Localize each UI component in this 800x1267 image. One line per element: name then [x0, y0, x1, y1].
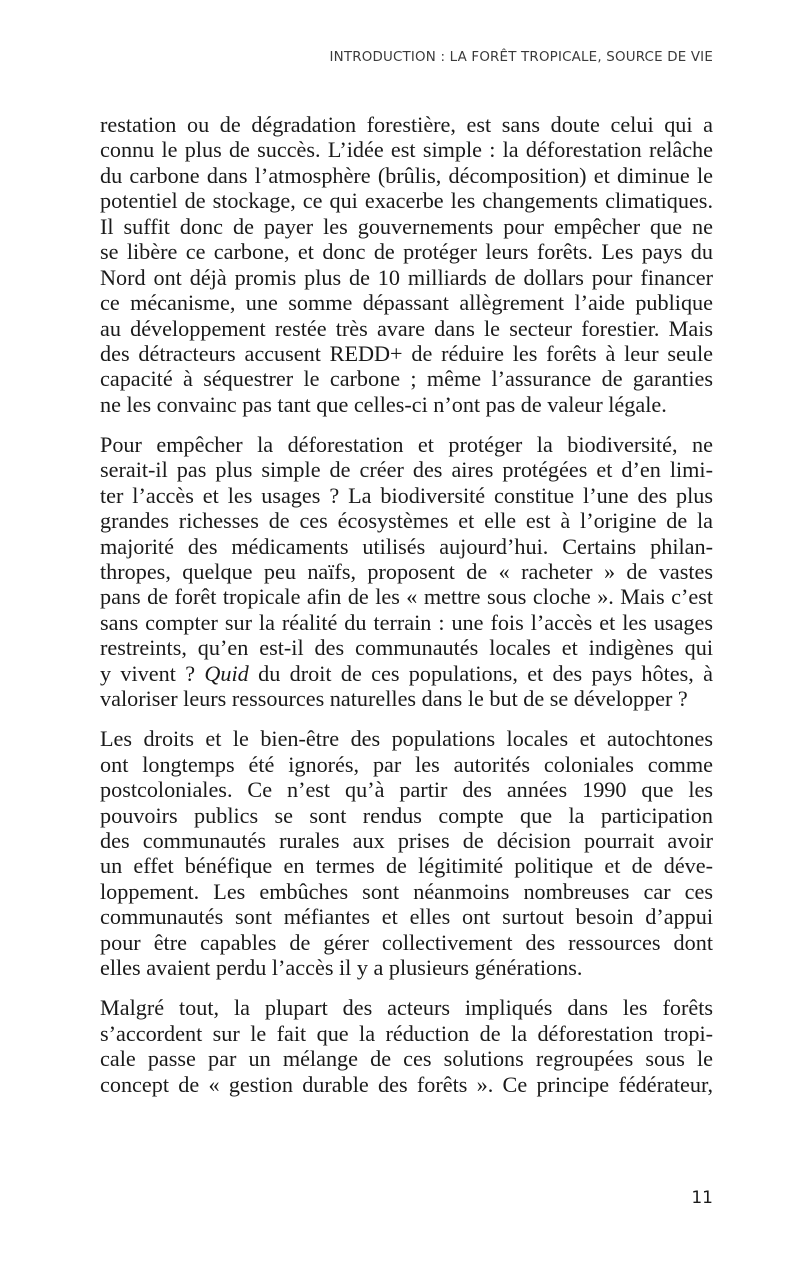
text-line: Malgré tout, la plupart des acteurs impliqués dans les forêts [100, 995, 713, 1021]
text-line: serait-il pas plus simple de créer des aires protégées et d’en limi- [100, 457, 713, 483]
text-line: loppement. Les embûches sont néanmoins nombreuses car ces [100, 878, 713, 904]
text-line: grandes richesses de ces écosystèmes et elle est à l’origine de la [100, 508, 713, 534]
text-line: thropes, quelque peu naïfs, proposent de « racheter » de vastes [100, 559, 713, 585]
text-line: connu le plus de succès. L’idée est simple : la déforestation relâche [100, 137, 713, 163]
text-line: Il suffit donc de payer les gouvernements pour empêcher que ne [100, 213, 713, 239]
text-line: capacité à séquestrer le carbone ; même l’assurance de garanties [100, 366, 713, 392]
text-line: restreints, qu’en est-il des communautés locales et indigènes qui [100, 635, 713, 661]
text-line: sans compter sur la réalité du terrain : une fois l’accès et les usages [100, 609, 713, 635]
text-line: s’accordent sur le fait que la réduction de la déforestation tropi- [100, 1020, 713, 1046]
paragraph-protected-areas [100, 432, 713, 712]
quid-italic: Quid [204, 660, 249, 686]
body-text [100, 112, 713, 1112]
text-line: un effet bénéfique en termes de légitimité politique et de déve- [100, 853, 713, 879]
text-line: communautés sont méfiantes et elles ont surtout besoin d’appui [100, 904, 713, 930]
text-line: valoriser leurs ressources naturelles dans le but de se développer ? [100, 686, 688, 712]
text-line: pouvoirs publics se sont rendus compte que la participation [100, 802, 713, 828]
text-line: ont longtemps été ignorés, par les autorités coloniales comme [100, 751, 713, 777]
text-line: ne les convainc pas tant que celles-ci n’ont pas de valeur légale. [100, 391, 667, 417]
text-line: pour être capables de gérer collectivement des ressources dont [100, 929, 713, 955]
page-number: 11 [691, 1188, 713, 1208]
quid-before: y vivent ? [100, 660, 205, 686]
text-line: Les droits et le bien-être des populations locales et autochtones [100, 726, 713, 752]
paragraph-local-communities [100, 726, 713, 980]
text-line: des communautés rurales aux prises de décision pourrait avoir [100, 828, 713, 853]
text-line: Nord ont déjà promis plus de 10 milliards de dollars pour financer [100, 264, 713, 290]
paragraph-sustainable-management [100, 995, 713, 1097]
text-line: majorité des médicaments utilisés aujourd’hui. Certains philan- [100, 533, 713, 559]
text-line: concept de « gestion durable des forêts ». Ce principe fédérateur, [100, 1071, 713, 1097]
text-line: elles avaient perdu l’accès il y a plusieurs générations. [100, 955, 583, 981]
text-line: cale passe par un mélange de ces solutions regroupées sous le [100, 1046, 713, 1072]
quid-after: du droit de ces populations, et des pays hôtes, à [248, 660, 713, 686]
text-line: des détracteurs accusent REDD+ de réduire les forêts à leur seule [100, 340, 713, 366]
text-line: pans de forêt tropicale afin de les « mettre sous cloche ». Mais c’est [100, 584, 713, 610]
running-head: INTRODUCTION : LA FORÊT TROPICALE, SOURCE DE VIE [329, 50, 713, 65]
text-line: potentiel de stockage, ce qui exacerbe les changements climatiques. [100, 188, 713, 214]
text-line: ce mécanisme, une somme dépassant allègrement l’aide publique [100, 290, 713, 316]
text-line: se libère ce carbone, et donc de protéger leurs forêts. Les pays du [100, 239, 713, 265]
text-line-quid [100, 661, 713, 686]
text-line: ter l’accès et les usages ? La biodiversité constitue l’une des plus [100, 482, 713, 508]
text-line: au développement restée très avare dans le secteur forestier. Mais [100, 315, 713, 341]
text-line: du carbone dans l’atmosphère (brûlis, décomposition) et diminue le [100, 162, 713, 188]
text-line: restation ou de dégradation forestière, est sans doute celui qui a [100, 112, 713, 137]
text-line: postcoloniales. Ce n’est qu’à partir des années 1990 que les [100, 777, 713, 803]
paragraph-redd [100, 112, 713, 417]
text-line: Pour empêcher la déforestation et protéger la biodiversité, ne [100, 431, 713, 457]
